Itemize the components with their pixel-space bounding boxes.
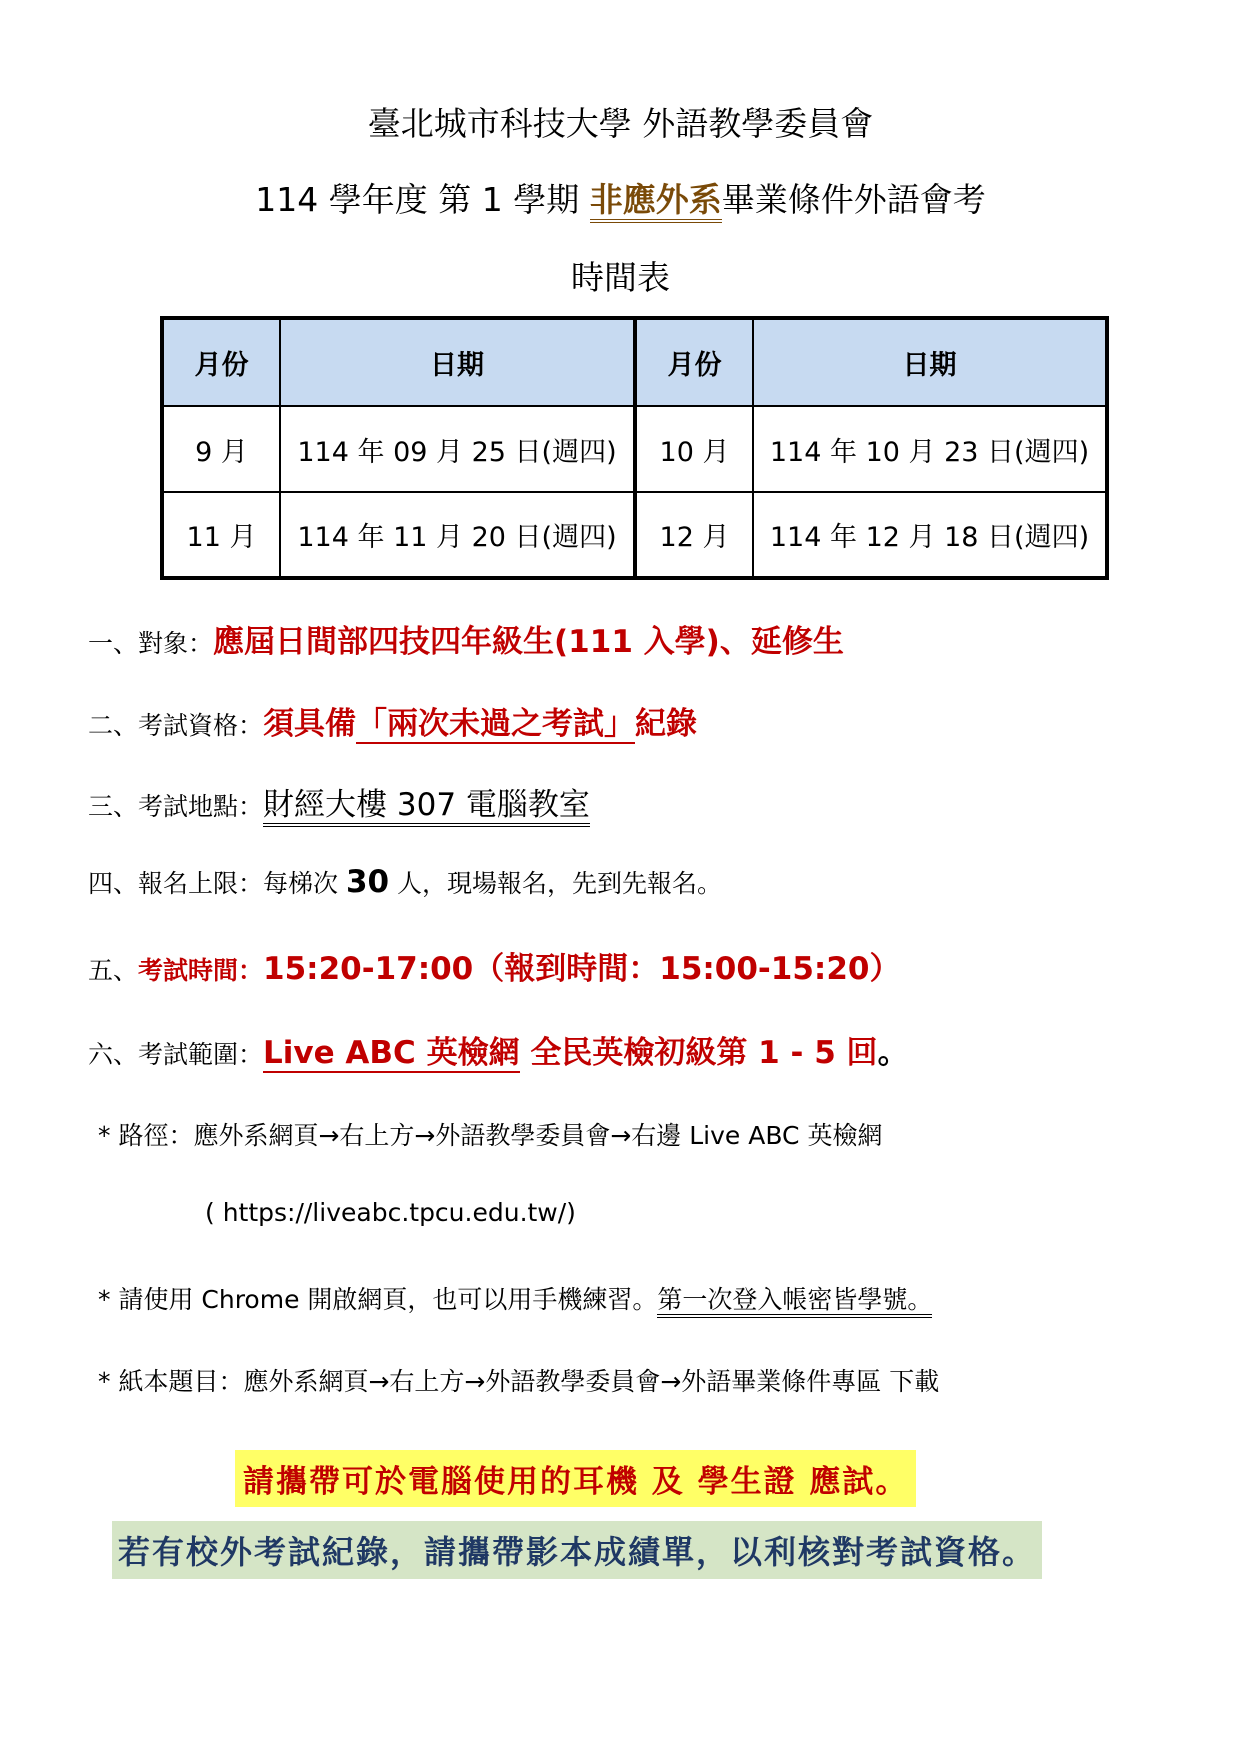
item-time-value: 15:20-17:00（報到時間：15:00-15:20） (263, 951, 901, 987)
item-target (88, 616, 844, 661)
item-scope (88, 1027, 909, 1072)
reminder-external-record: 若有校外考試紀錄，請攜帶影本成績單，以利核對考試資格。 (112, 1521, 1042, 1579)
item-scope-range: 全民英檢初級第 1 - 5 回 (519, 1035, 878, 1071)
item-eligibility-pre: 須具備 (263, 706, 357, 742)
note-paper: * 紙本題目：應外系網頁→右上方→外語教學委員會→外語畢業條件專區 下載 (98, 1367, 940, 1396)
item-location (88, 779, 590, 824)
cell-month: 12 月 (635, 492, 753, 578)
table-row (162, 492, 1107, 578)
cell-month: 9 月 (162, 406, 280, 492)
item-location-value: 財經大樓 307 電腦教室 (263, 787, 590, 827)
item-eligibility-label: 二、考試資格： (88, 711, 264, 740)
note-chrome-text: * 請使用 Chrome 開啟網頁，也可以用手機練習。 (98, 1285, 658, 1314)
note-path: * 路徑：應外系網頁→右上方→外語教學委員會→右邊 Live ABC 英檢網 (98, 1121, 883, 1150)
title-exam (0, 174, 1241, 221)
schedule-table-wrap (160, 316, 1105, 576)
cell-date: 114 年 10 月 23 日(週四) (753, 406, 1107, 492)
item-eligibility (88, 698, 697, 743)
item-capacity (88, 864, 722, 900)
schedule-table (160, 316, 1109, 580)
reminder-bring-items: 請攜帶可於電腦使用的耳機 及 學生證 應試。 (235, 1450, 916, 1507)
cell-month: 11 月 (162, 492, 280, 578)
table-row (162, 406, 1107, 492)
item-scope-end: 。 (877, 1035, 909, 1071)
item-eligibility-mid: 「兩次未過之考試」 (356, 706, 636, 742)
title-exam-suffix: 畢業條件外語會考 (721, 180, 986, 219)
item-capacity-number: 30 (345, 864, 390, 900)
item-capacity-post: 人，現場報名，先到先報名。 (389, 869, 723, 898)
title-exam-prefix: 114 學年度 第 1 學期 (255, 180, 590, 219)
item-location-label: 三、考試地點： (88, 792, 264, 821)
header-date-1: 日期 (280, 318, 635, 406)
cell-date: 114 年 11 月 20 日(週四) (280, 492, 635, 578)
item-time (88, 943, 900, 988)
item-scope-label: 六、考試範圍： (88, 1040, 264, 1069)
cell-date: 114 年 12 月 18 日(週四) (753, 492, 1107, 578)
title-schedule: 時間表 (571, 258, 670, 297)
item-eligibility-post: 紀錄 (635, 706, 698, 742)
item-capacity-label: 四、報名上限：每梯次 (88, 869, 346, 898)
item-target-label: 一、對象： (88, 629, 214, 658)
item-scope-site: Live ABC 英檢網 (263, 1035, 520, 1071)
item-time-label-red: 考試時間： (138, 956, 264, 985)
item-time-label: 五、 (88, 956, 139, 985)
title-exam-accent: 非應外系 (590, 180, 722, 223)
cell-date: 114 年 09 月 25 日(週四) (280, 406, 635, 492)
item-target-value: 應屆日間部四技四年級生(111 入學)、延修生 (213, 624, 844, 660)
note-chrome-login: 第一次登入帳密皆學號。 (657, 1285, 932, 1318)
note-url: ( https://liveabc.tpcu.edu.tw/) (205, 1198, 576, 1227)
header-month-2: 月份 (635, 318, 753, 406)
title-institution: 臺北城市科技大學 外語教學委員會 (367, 104, 874, 143)
header-date-2: 日期 (753, 318, 1107, 406)
note-chrome (98, 1280, 932, 1316)
cell-month: 10 月 (635, 406, 753, 492)
header-month-1: 月份 (162, 318, 280, 406)
table-header-row (162, 318, 1107, 406)
